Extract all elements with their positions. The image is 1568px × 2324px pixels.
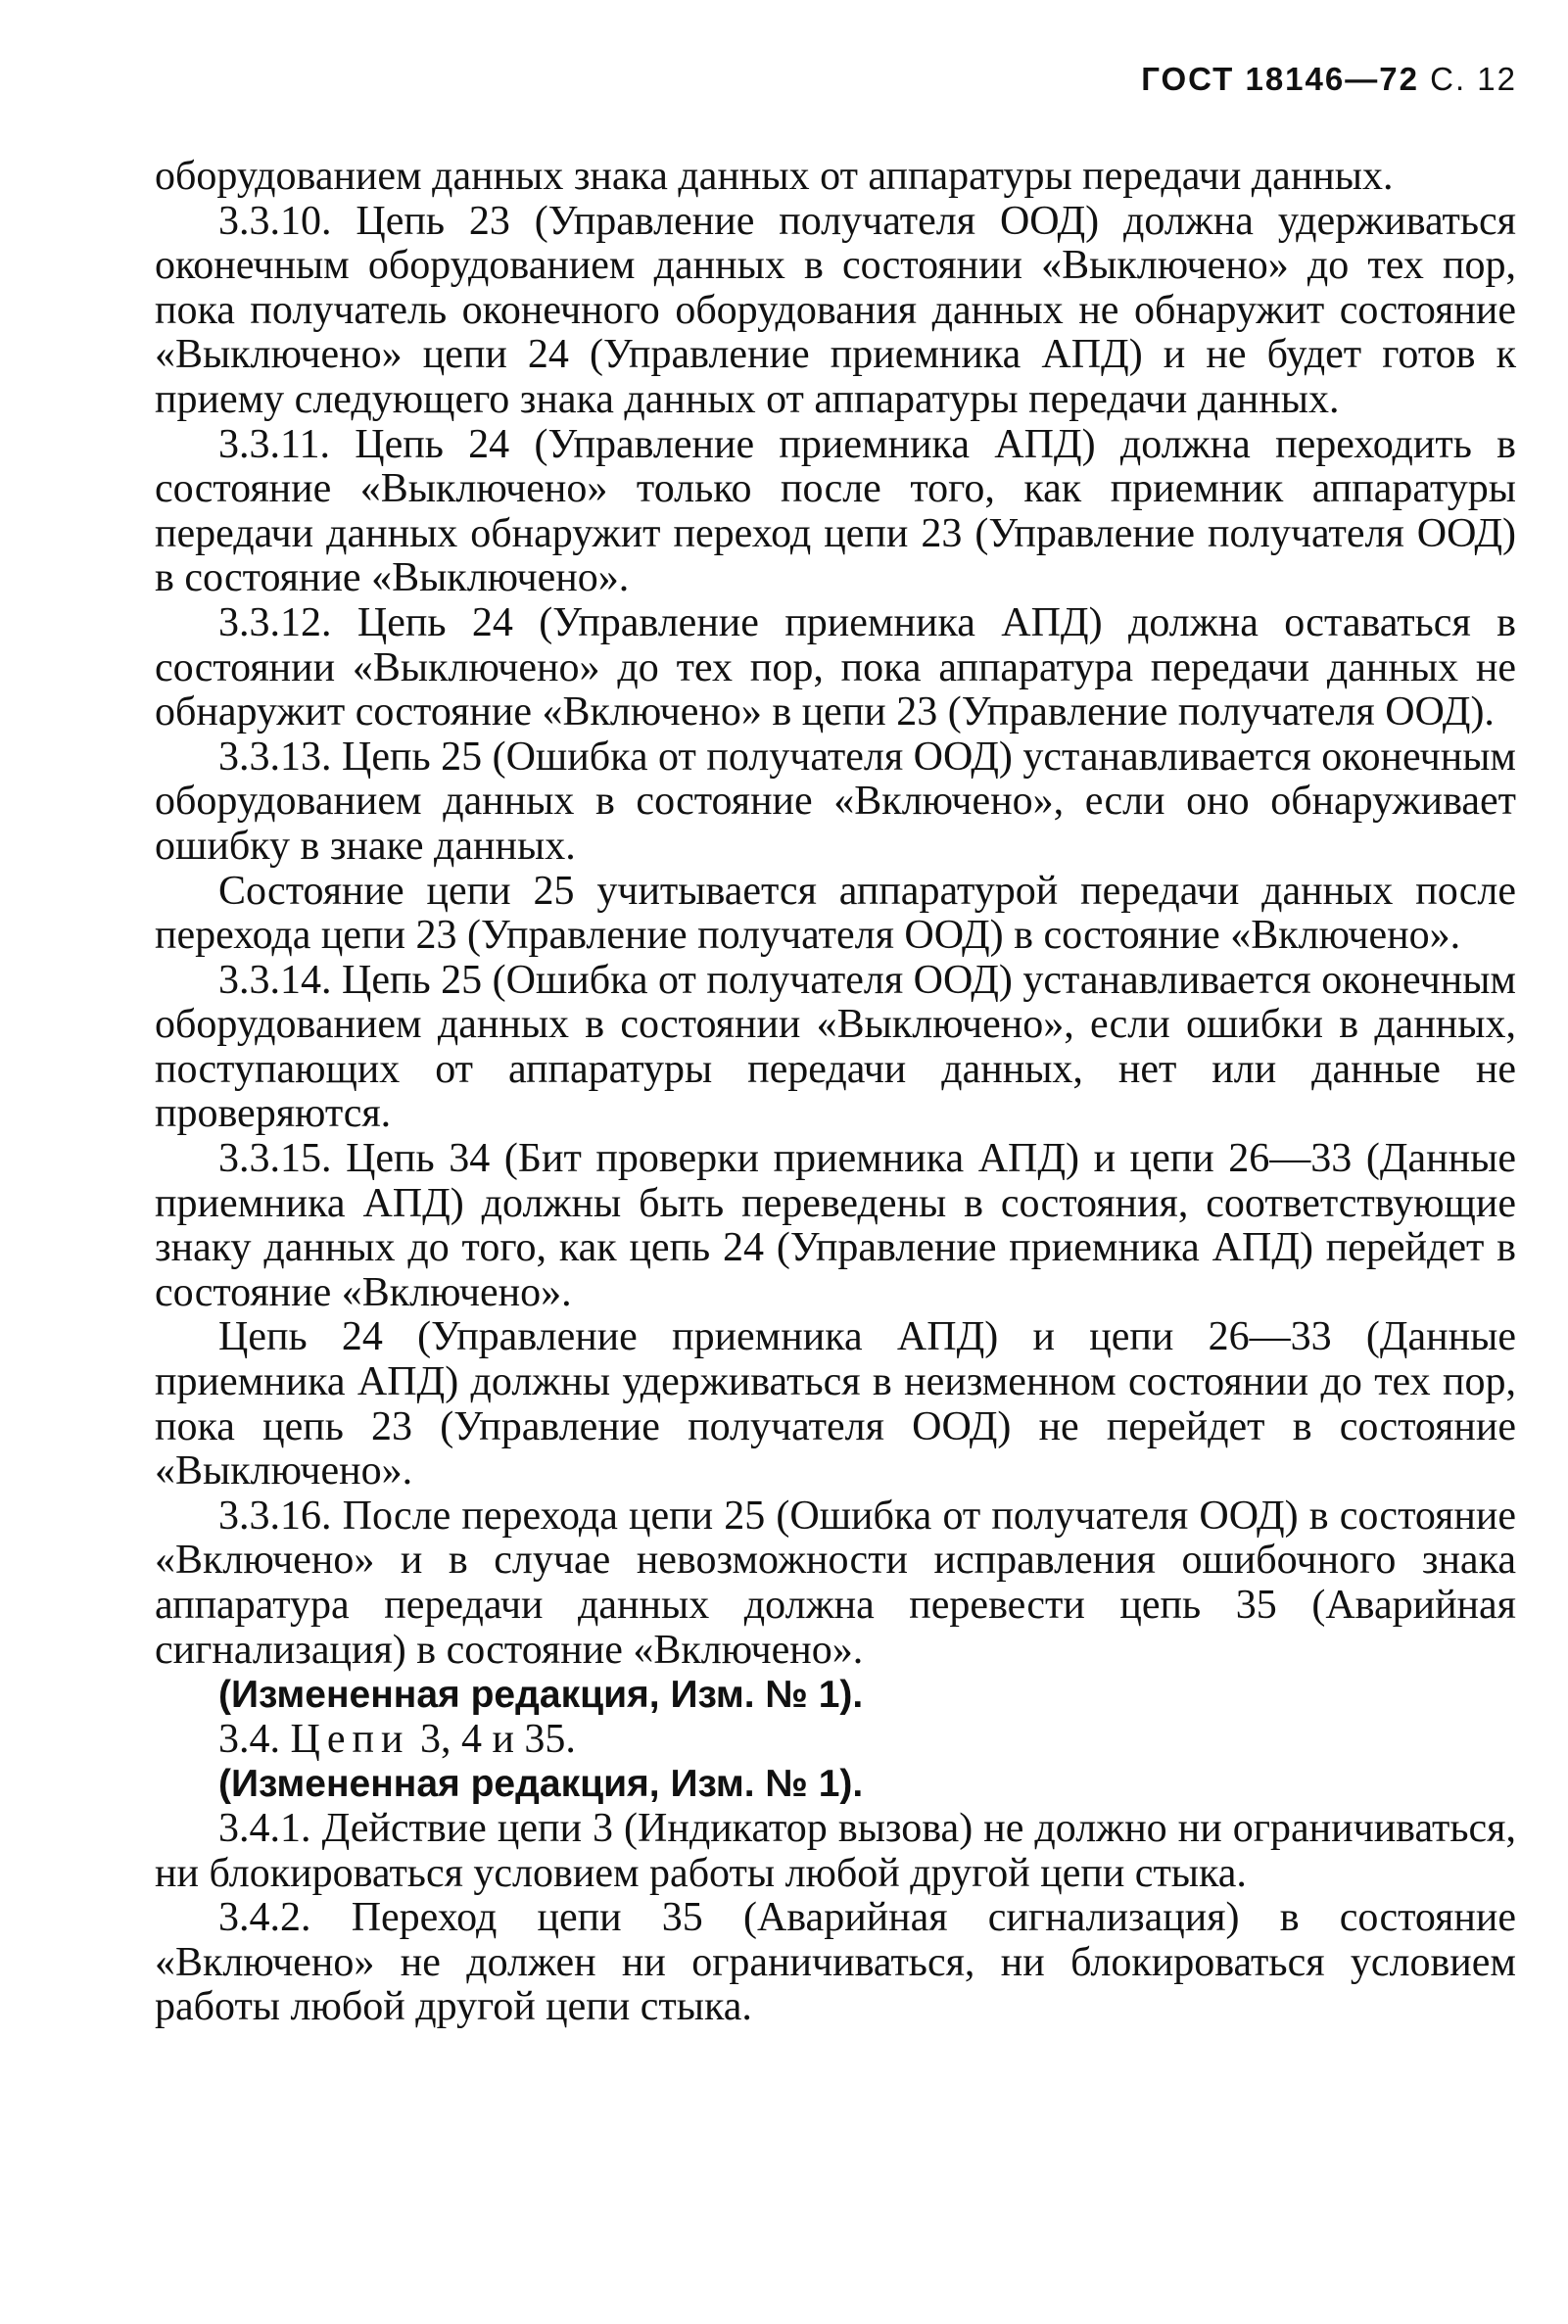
standard-number: ГОСТ 18146—72	[1141, 61, 1419, 97]
amendment-note: (Измененная редакция, Изм. № 1).	[218, 1674, 864, 1717]
page-header	[1141, 61, 1517, 98]
document-body	[155, 155, 1516, 2030]
paragraph-continuation: оборудованием данных знака данных от аппаратуры передачи данных.	[155, 154, 1394, 199]
paragraph-3-3-10: 3.3.10. Цепь 23 (Управление получателя ООД) должна удерживаться оконечным оборудованием данных в состоянии «Выключено» до тех пор, пока получатель оконечного оборудования данных не обнаружит состояние «Выключено» цепи 24 (Управление приемника АПД) и не будет готов к приему следующего знака данных от аппаратуры передачи данных.	[155, 198, 1516, 422]
paragraph-3-4-2: 3.4.2. Переход цепи 35 (Аварийная сигнализация) в состояние «Включено» не должен ни ограничиваться, ни блокироваться условием работы любой другой цепи стыка.	[155, 1895, 1516, 2030]
paragraph-3-3-15: 3.3.15. Цепь 34 (Бит проверки приемника АПД) и цепи 26—33 (Данные приемника АПД) должны быть переведены в состояния, соответствующие знаку данных до того, как цепь 24 (Управление приемника АПД) перейдет в состояние «Включено».	[155, 1136, 1516, 1315]
section-3-4-heading	[155, 1718, 1516, 1763]
paragraph-3-3-15-note: Цепь 24 (Управление приемника АПД) и цепи 26—33 (Данные приемника АПД) должны удерживаться в неизменном состоянии до тех пор, пока цепь 23 (Управление получателя ООД) не перейдет в состояние «Выключено».	[155, 1314, 1516, 1494]
section-title-rest: 3, 4 и 35.	[419, 1716, 576, 1762]
paragraph-3-3-16: 3.3.16. После перехода цепи 25 (Ошибка от получателя ООД) в состояние «Включено» и в случае невозможности исправления ошибочного знака аппаратура передачи данных должна перевести цепь 35 (Аварийная сигнализация) в состояние «Включено».	[155, 1493, 1516, 1673]
paragraph-3-3-12: 3.3.12. Цепь 24 (Управление приемника АПД) должна оставаться в состоянии «Выключено» до тех пор, пока аппаратура передачи данных не обнаружит состояние «Включено» в цепи 23 (Управление получателя ООД).	[155, 599, 1516, 735]
paragraph-3-3-14: 3.3.14. Цепь 25 (Ошибка от получателя ООД) устанавливается оконечным оборудованием данных в состоянии «Выключено», если ошибки в данных, поступающих от аппаратуры передачи данных, нет или данные не проверяются.	[155, 957, 1516, 1137]
paragraph-3-3-13: 3.3.13. Цепь 25 (Ошибка от получателя ООД) устанавливается оконечным оборудованием данных в состояние «Включено», если оно обнаруживает ошибку в знаке данных.	[155, 734, 1516, 869]
paragraph-3-3-11: 3.3.11. Цепь 24 (Управление приемника АПД) должна переходить в состояние «Выключено» только после того, как приемник аппаратуры передачи данных обнаружит переход цепи 23 (Управление получателя ООД) в состояние «Выключено».	[155, 421, 1516, 601]
section-spaced-word: Цепи	[290, 1716, 410, 1762]
section-number: 3.4.	[218, 1716, 280, 1762]
amendment-note: (Измененная редакция, Изм. № 1).	[218, 1763, 864, 1806]
page-number: С. 12	[1430, 61, 1517, 97]
paragraph-3-4-1: 3.4.1. Действие цепи 3 (Индикатор вызова) не должно ни ограничиваться, ни блокироваться условием работы любой другой цепи стыка.	[155, 1805, 1516, 1896]
paragraph-3-3-13-note: Состояние цепи 25 учитывается аппаратурой передачи данных после перехода цепи 23 (Управление получателя ООД) в состояние «Включено».	[155, 868, 1516, 959]
